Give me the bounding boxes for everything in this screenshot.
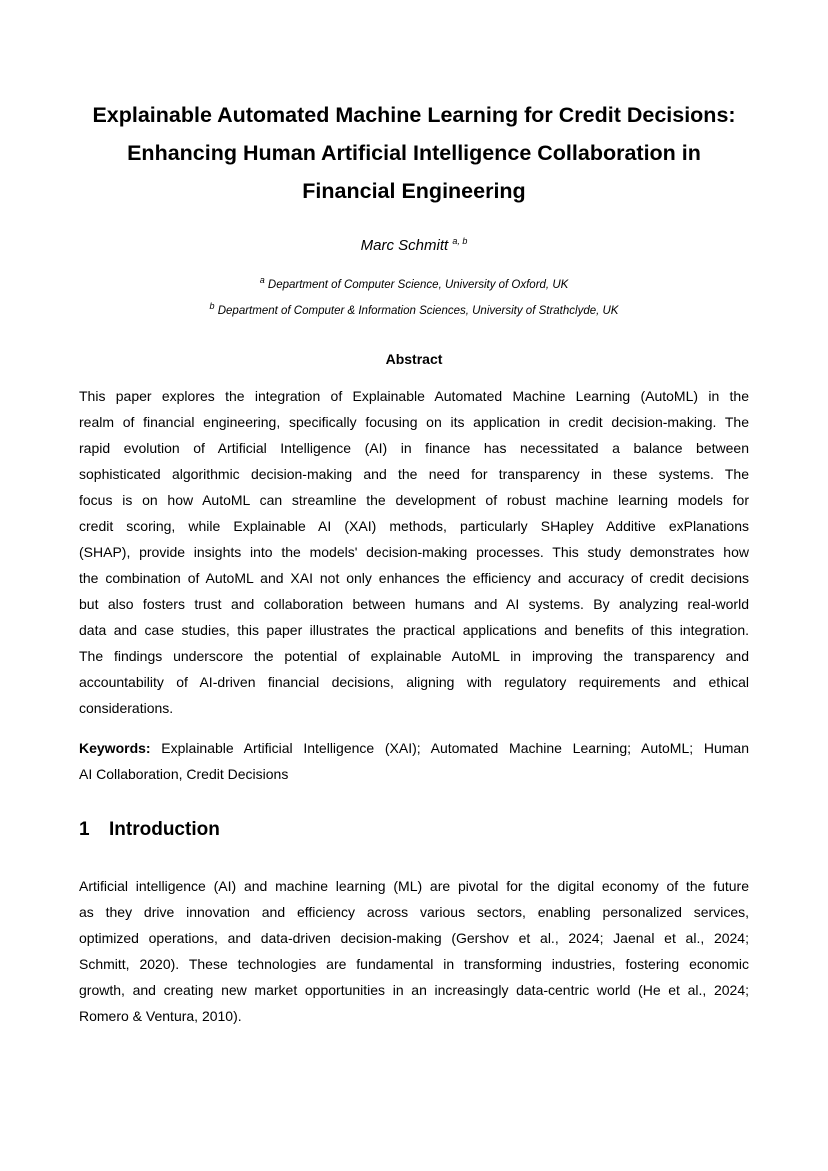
abstract-body xyxy=(79,383,749,721)
keywords-label: Keywords: xyxy=(79,739,151,756)
abstract-line: considerations. xyxy=(79,699,174,716)
title-line: Financial Engineering xyxy=(302,179,526,203)
keywords-line xyxy=(79,735,749,761)
abstract-line: credit scoring, while Explainable AI (XAI) methods, particularly SHapley Additive exPlanations xyxy=(79,517,749,534)
intro-line: as they drive innovation and efficiency across various sectors, enabling personalized services, xyxy=(79,903,749,920)
affiliations xyxy=(79,270,749,322)
section-heading-introduction xyxy=(79,818,749,842)
affiliation-mark: a xyxy=(259,275,265,285)
abstract-line: realm of financial engineering, specifically focusing on its application in credit decision-making. The xyxy=(79,413,749,430)
keywords-text: Explainable Artificial Intelligence (XAI); Automated Machine Learning; AutoML; Human xyxy=(161,739,749,756)
abstract-line: focus is on how AutoML can streamline the development of robust machine learning models for xyxy=(79,491,749,508)
intro-line: Artificial intelligence (AI) and machine learning (ML) are pivotal for the digital economy of the future xyxy=(79,877,749,894)
section-number: 1 xyxy=(79,818,90,840)
author-name: Marc Schmitt xyxy=(360,237,449,254)
abstract-line: accountability of AI-driven financial decisions, aligning with regulatory requirements and ethical xyxy=(79,673,749,690)
keywords-line: AI Collaboration, Credit Decisions xyxy=(79,765,289,782)
intro-line: Schmitt, 2020). These technologies are fundamental in transforming industries, fostering economic xyxy=(79,955,749,972)
abstract-line: rapid evolution of Artificial Intelligence (AI) in finance has necessitated a balance between xyxy=(79,439,749,456)
abstract-heading: Abstract xyxy=(385,350,443,367)
affiliation-b xyxy=(79,296,749,322)
abstract-line: sophisticated algorithmic decision-making and the need for transparency in these systems. The xyxy=(79,465,749,482)
author-line xyxy=(79,231,749,256)
title-line: Enhancing Human Artificial Intelligence Collaboration in xyxy=(127,141,701,165)
intro-line: optimized operations, and data-driven decision-making (Gershov et al., 2024; Jaenal et al., 2024; xyxy=(79,929,749,946)
section-title: Introduction xyxy=(109,818,220,840)
abstract-line: The findings underscore the potential of explainable AutoML in improving the transparency and xyxy=(79,647,749,664)
abstract-line: but also fosters trust and collaboration between humans and AI systems. By analyzing real-world xyxy=(79,595,749,612)
affiliation-mark: b xyxy=(209,300,215,311)
abstract-line: the combination of AutoML and XAI not only enhances the efficiency and accuracy of credit decisions xyxy=(79,569,749,586)
keywords-paragraph xyxy=(79,735,749,787)
intro-line: Romero & Ventura, 2010). xyxy=(79,1007,242,1024)
intro-line: growth, and creating new market opportunities in an increasingly data-centric world (He et al., 2024; xyxy=(79,981,749,998)
title-line: Explainable Automated Machine Learning for Credit Decisions: xyxy=(92,103,736,127)
paper-title xyxy=(79,96,749,210)
affiliation-a xyxy=(79,270,749,296)
author-affiliation-marks: a, b xyxy=(452,236,468,246)
affiliation-text: Department of Computer & Information Sciences, University of Strathclyde, UK xyxy=(217,304,619,317)
paper-page xyxy=(79,96,749,1029)
abstract-line: This paper explores the integration of Explainable Automated Machine Learning (AutoML) in the xyxy=(79,387,749,404)
abstract-line: data and case studies, this paper illustrates the practical applications and benefits of this integration. xyxy=(79,621,749,638)
affiliation-text: Department of Computer Science, University of Oxford, UK xyxy=(267,278,569,291)
abstract-line: (SHAP), provide insights into the models' decision-making processes. This study demonstrates how xyxy=(79,543,749,560)
introduction-body xyxy=(79,873,749,1029)
